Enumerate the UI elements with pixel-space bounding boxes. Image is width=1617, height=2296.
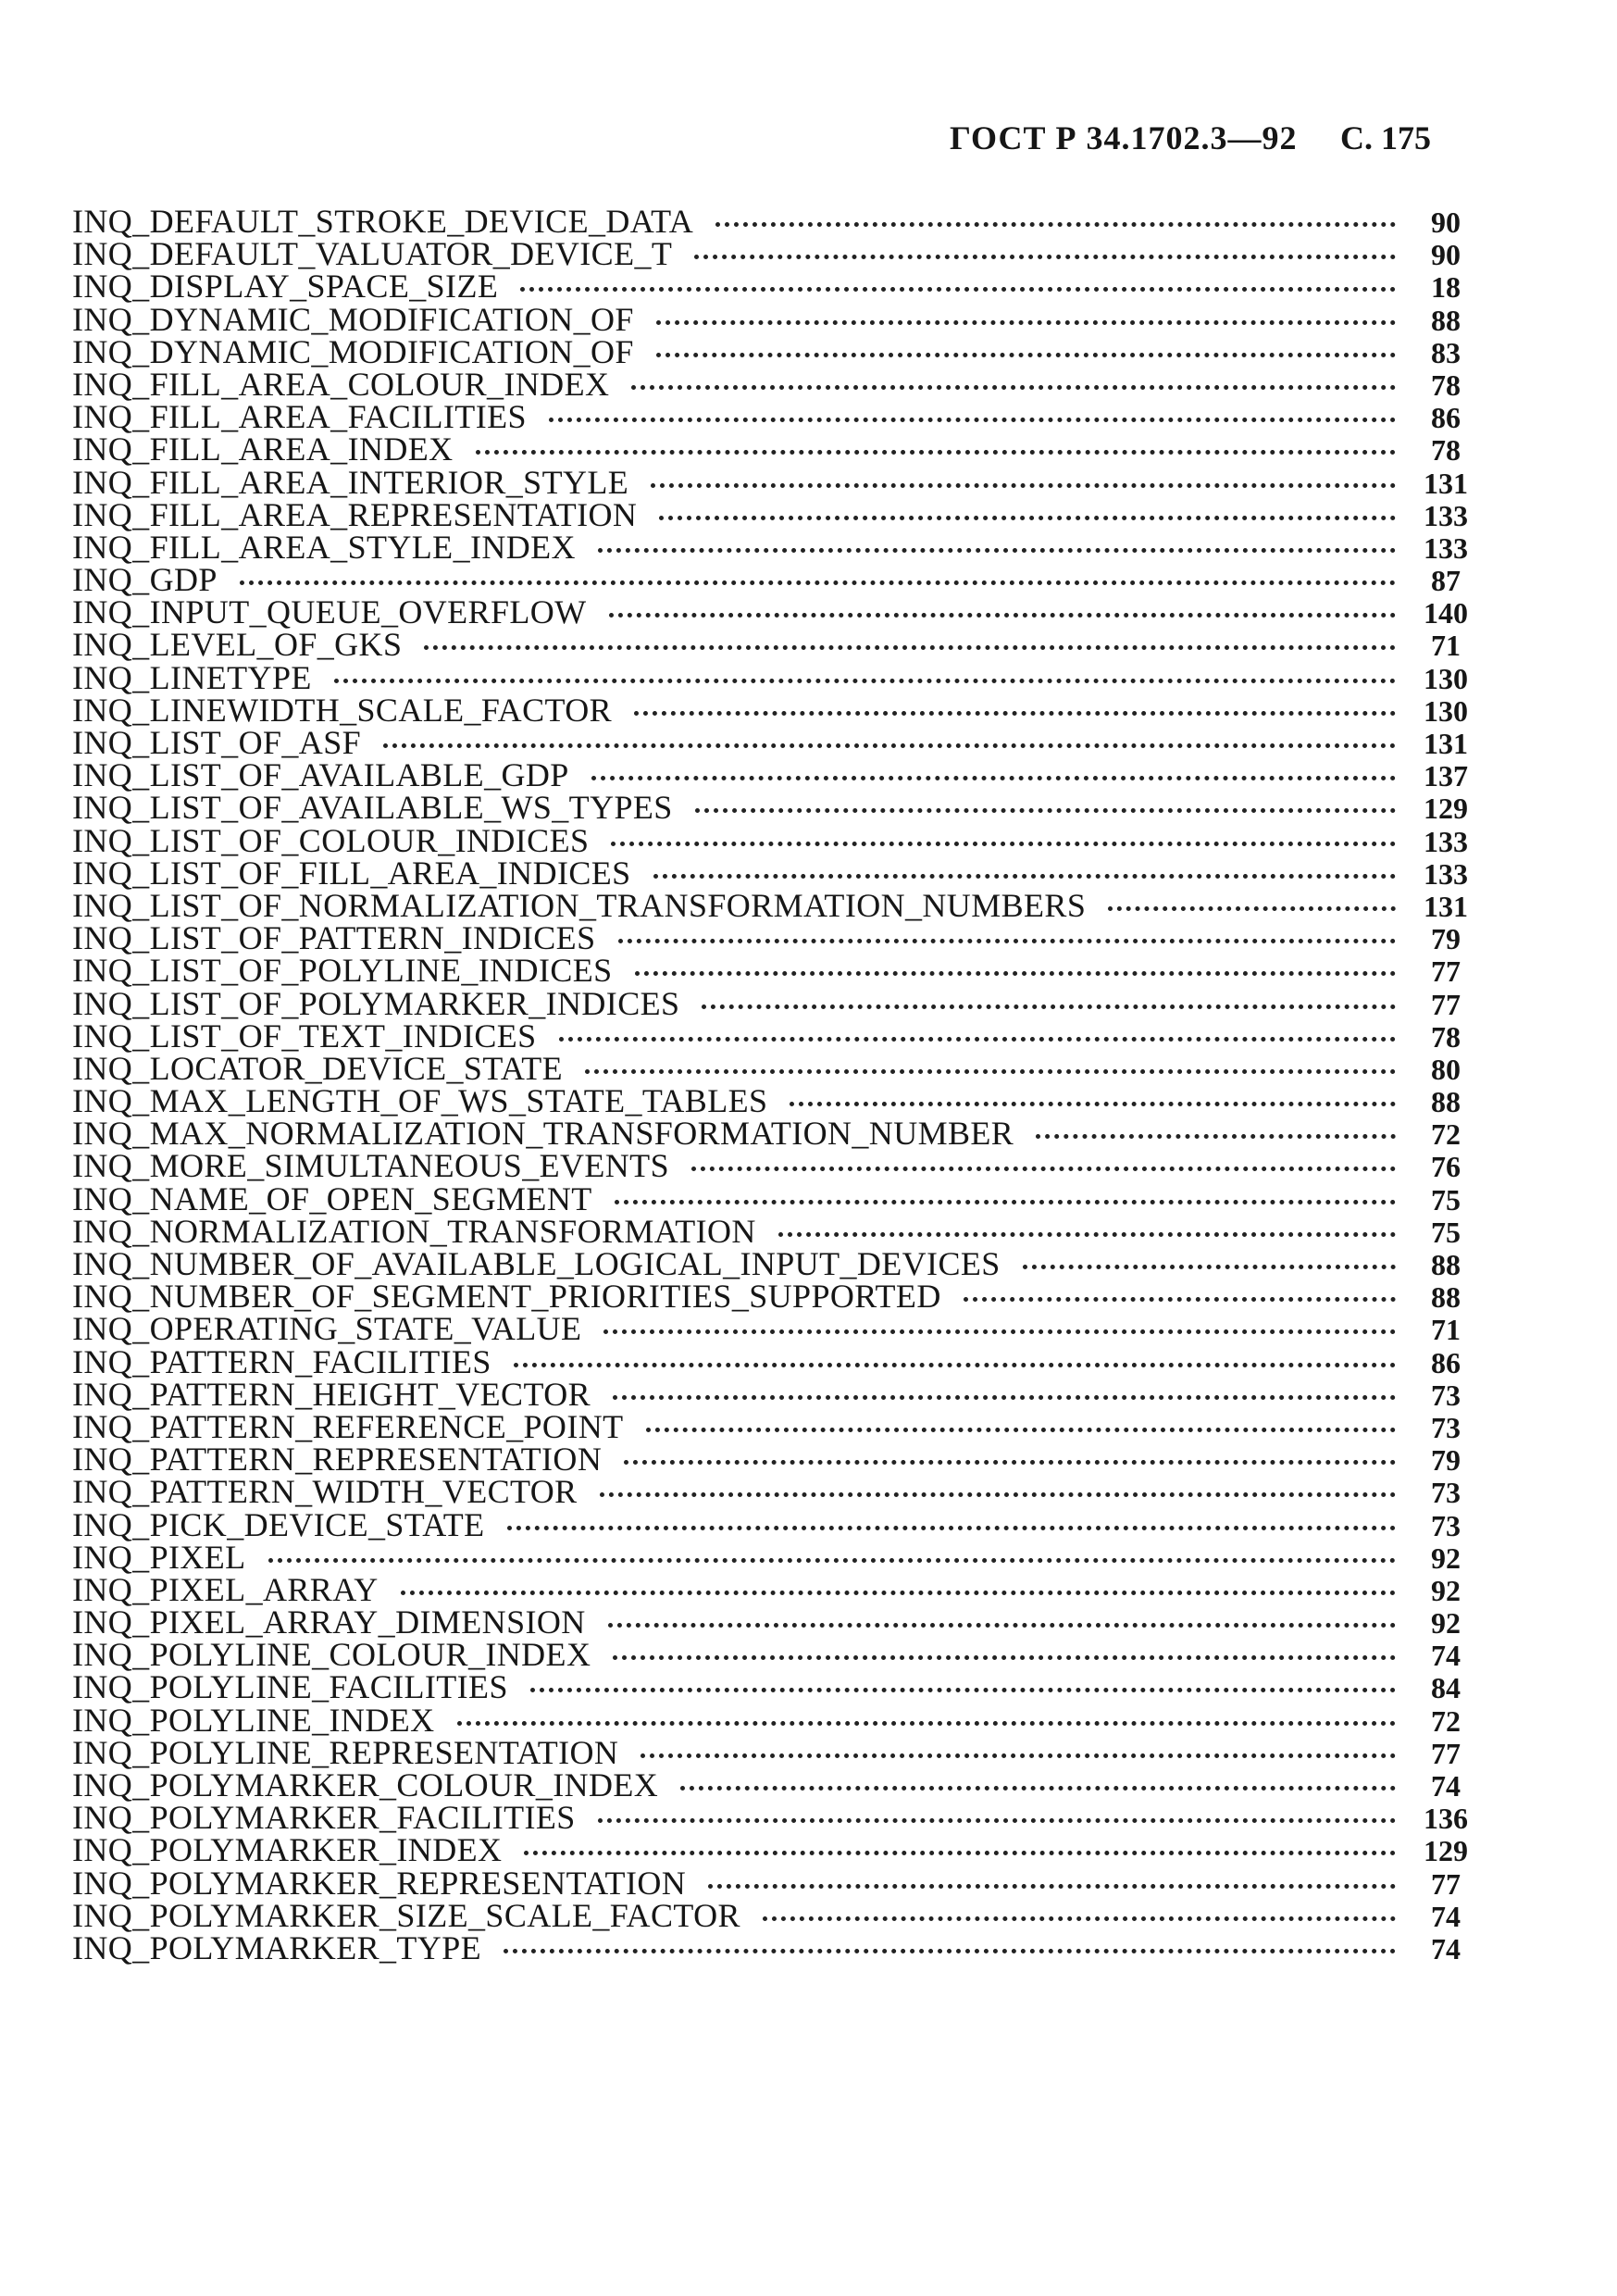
index-entry bbox=[72, 1799, 1479, 1837]
index-entry bbox=[72, 658, 1479, 696]
dot-leader bbox=[401, 1591, 1396, 1595]
dot-leader bbox=[656, 320, 1396, 325]
index-entry bbox=[72, 365, 1479, 403]
entry-page-number: 90 bbox=[1431, 238, 1461, 272]
entry-function-name: INQ_PIXEL_ARRAY_DIMENSION bbox=[72, 1603, 586, 1641]
entry-page-number: 131 bbox=[1424, 466, 1468, 500]
dot-leader bbox=[549, 418, 1396, 422]
index-entry bbox=[72, 1668, 1479, 1706]
page-header bbox=[0, 119, 1617, 174]
dot-leader bbox=[618, 939, 1397, 943]
index-entry bbox=[72, 1636, 1479, 1674]
index-entry bbox=[72, 1407, 1479, 1445]
entry-function-name: INQ_MORE_SIMULTANEOUS_EVENTS bbox=[72, 1147, 669, 1185]
dot-leader bbox=[763, 1916, 1396, 1921]
entry-page-number: 88 bbox=[1431, 1280, 1461, 1315]
entry-page-number: 130 bbox=[1424, 693, 1468, 728]
index-entry bbox=[72, 886, 1479, 924]
entry-function-name: INQ_GDP bbox=[72, 561, 218, 599]
entry-page-number: 86 bbox=[1431, 401, 1461, 435]
dot-leader bbox=[424, 645, 1396, 650]
entry-function-name: INQ_FILL_AREA_INTERIOR_STYLE bbox=[72, 463, 629, 501]
dot-leader bbox=[514, 1363, 1396, 1367]
entry-function-name: INQ_DEFAULT_VALUATOR_DEVICE_T bbox=[72, 235, 673, 273]
dot-leader bbox=[268, 1558, 1396, 1563]
dot-leader bbox=[790, 1102, 1396, 1106]
dot-leader bbox=[383, 743, 1396, 748]
dot-leader bbox=[609, 613, 1396, 618]
entry-function-name: INQ_OPERATING_STATE_VALUE bbox=[72, 1310, 582, 1348]
index-entry bbox=[72, 854, 1479, 892]
dot-leader bbox=[240, 580, 1396, 585]
function-index-list bbox=[72, 203, 1479, 1966]
entry-page-number: 80 bbox=[1431, 1052, 1461, 1086]
entry-function-name: INQ_NUMBER_OF_AVAILABLE_LOGICAL_INPUT_DEVICES bbox=[72, 1245, 1001, 1282]
entry-function-name: INQ_LIST_OF_NORMALIZATION_TRANSFORMATION_NUMBERS bbox=[72, 886, 1087, 924]
index-entry bbox=[72, 1864, 1479, 1902]
entry-function-name: INQ_LINETYPE bbox=[72, 658, 312, 696]
index-entry bbox=[72, 235, 1479, 273]
index-entry bbox=[72, 1928, 1479, 1966]
dot-leader bbox=[680, 1786, 1396, 1791]
dot-leader bbox=[1036, 1134, 1396, 1139]
index-entry bbox=[72, 1701, 1479, 1739]
index-entry bbox=[72, 1212, 1479, 1250]
index-entry bbox=[72, 1342, 1479, 1380]
entry-function-name: INQ_POLYMARKER_INDEX bbox=[72, 1831, 503, 1869]
index-entry bbox=[72, 1278, 1479, 1316]
entry-function-name: INQ_MAX_LENGTH_OF_WS_STATE_TABLES bbox=[72, 1082, 768, 1120]
index-entry bbox=[72, 1245, 1479, 1282]
entry-page-number: 86 bbox=[1431, 1345, 1461, 1379]
index-entry bbox=[72, 1017, 1479, 1054]
index-entry bbox=[72, 300, 1479, 338]
index-entry bbox=[72, 1896, 1479, 1934]
dot-leader bbox=[591, 776, 1396, 780]
entry-page-number: 78 bbox=[1431, 433, 1461, 468]
entry-page-number: 74 bbox=[1431, 1769, 1461, 1803]
entry-function-name: INQ_LINEWIDTH_SCALE_FACTOR bbox=[72, 691, 613, 729]
entry-function-name: INQ_NORMALIZATION_TRANSFORMATION bbox=[72, 1212, 756, 1250]
entry-page-number: 133 bbox=[1424, 498, 1468, 532]
entry-page-number: 131 bbox=[1424, 889, 1468, 923]
index-entry bbox=[72, 984, 1479, 1022]
entry-function-name: INQ_LIST_OF_PATTERN_INDICES bbox=[72, 919, 596, 957]
dot-leader bbox=[964, 1297, 1396, 1302]
entry-page-number: 88 bbox=[1431, 1248, 1461, 1281]
index-entry bbox=[72, 1766, 1479, 1803]
dot-leader bbox=[615, 1200, 1396, 1204]
entry-function-name: INQ_FILL_AREA_INDEX bbox=[72, 430, 454, 468]
entry-function-name: INQ_PATTERN_REFERENCE_POINT bbox=[72, 1407, 624, 1445]
entry-function-name: INQ_LOCATOR_DEVICE_STATE bbox=[72, 1049, 564, 1087]
index-entry bbox=[72, 1603, 1479, 1641]
entry-page-number: 129 bbox=[1424, 792, 1468, 826]
entry-page-number: 77 bbox=[1431, 1736, 1461, 1770]
index-entry bbox=[72, 1179, 1479, 1217]
entry-function-name: INQ_LIST_OF_AVAILABLE_WS_TYPES bbox=[72, 789, 673, 827]
index-entry bbox=[72, 495, 1479, 533]
dot-leader bbox=[504, 1949, 1396, 1953]
entry-page-number: 136 bbox=[1424, 1802, 1468, 1836]
entry-function-name: INQ_LIST_OF_ASF bbox=[72, 724, 362, 761]
entry-function-name: INQ_LIST_OF_POLYLINE_INDICES bbox=[72, 952, 613, 990]
entry-page-number: 130 bbox=[1424, 661, 1468, 695]
entry-function-name: INQ_POLYLINE_INDEX bbox=[72, 1701, 435, 1739]
entry-page-number: 75 bbox=[1431, 1182, 1461, 1217]
entry-page-number: 129 bbox=[1424, 1834, 1468, 1868]
entry-page-number: 92 bbox=[1431, 1573, 1461, 1607]
entry-function-name: INQ_LIST_OF_POLYMARKER_INDICES bbox=[72, 984, 680, 1022]
entry-function-name: INQ_LIST_OF_AVAILABLE_GDP bbox=[72, 756, 569, 794]
entry-page-number: 133 bbox=[1424, 856, 1468, 891]
entry-function-name: INQ_FILL_AREA_FACILITIES bbox=[72, 398, 527, 436]
dot-leader bbox=[598, 548, 1396, 553]
dot-leader bbox=[598, 1818, 1396, 1823]
entry-page-number: 92 bbox=[1431, 1606, 1461, 1641]
dot-leader bbox=[635, 971, 1396, 976]
entry-page-number: 78 bbox=[1431, 368, 1461, 402]
index-entry bbox=[72, 332, 1479, 370]
index-entry bbox=[72, 1115, 1479, 1153]
entry-function-name: INQ_POLYLINE_FACILITIES bbox=[72, 1668, 508, 1706]
entry-function-name: INQ_PIXEL_ARRAY bbox=[72, 1570, 379, 1608]
entry-page-number: 92 bbox=[1431, 1541, 1461, 1575]
entry-page-number: 88 bbox=[1431, 303, 1461, 337]
entry-function-name: INQ_LIST_OF_TEXT_INDICES bbox=[72, 1017, 537, 1054]
entry-page-number: 88 bbox=[1431, 1085, 1461, 1119]
index-entry bbox=[72, 1733, 1479, 1771]
entry-function-name: INQ_FILL_AREA_STYLE_INDEX bbox=[72, 528, 576, 566]
dot-leader bbox=[653, 874, 1396, 879]
dot-leader bbox=[702, 1004, 1396, 1009]
index-entry bbox=[72, 463, 1479, 501]
dot-leader bbox=[651, 483, 1396, 488]
entry-page-number: 84 bbox=[1431, 1671, 1461, 1705]
entry-page-number: 73 bbox=[1431, 1508, 1461, 1542]
index-entry bbox=[72, 1375, 1479, 1413]
dot-leader bbox=[641, 1753, 1396, 1758]
entry-page-number: 133 bbox=[1424, 824, 1468, 858]
index-entry bbox=[72, 1473, 1479, 1511]
entry-page-number: 71 bbox=[1431, 1313, 1461, 1347]
index-entry bbox=[72, 1147, 1479, 1185]
entry-function-name: INQ_POLYLINE_COLOUR_INDEX bbox=[72, 1636, 591, 1674]
entry-page-number: 73 bbox=[1431, 1378, 1461, 1412]
dot-leader bbox=[691, 1167, 1396, 1171]
dot-leader bbox=[778, 1232, 1396, 1237]
dot-leader bbox=[708, 1884, 1396, 1889]
index-entry bbox=[72, 1049, 1479, 1087]
entry-page-number: 77 bbox=[1431, 987, 1461, 1021]
entry-function-name: INQ_POLYMARKER_COLOUR_INDEX bbox=[72, 1766, 659, 1803]
index-entry bbox=[72, 1538, 1479, 1576]
entry-page-number: 87 bbox=[1431, 564, 1461, 598]
entry-page-number: 133 bbox=[1424, 530, 1468, 565]
index-entry bbox=[72, 952, 1479, 990]
entry-function-name: INQ_INPUT_QUEUE_OVERFLOW bbox=[72, 593, 587, 631]
entry-page-number: 75 bbox=[1431, 1215, 1461, 1249]
entry-function-name: INQ_NAME_OF_OPEN_SEGMENT bbox=[72, 1179, 592, 1217]
index-entry bbox=[72, 268, 1479, 306]
entry-page-number: 77 bbox=[1431, 1866, 1461, 1901]
entry-function-name: INQ_DEFAULT_STROKE_DEVICE_DATA bbox=[72, 203, 694, 240]
entry-page-number: 18 bbox=[1431, 270, 1461, 305]
entry-function-name: INQ_POLYMARKER_TYPE bbox=[72, 1928, 482, 1966]
dot-leader bbox=[585, 1069, 1396, 1074]
dot-leader bbox=[530, 1688, 1396, 1692]
entry-page-number: 74 bbox=[1431, 1639, 1461, 1673]
dot-leader bbox=[694, 255, 1396, 259]
dot-leader bbox=[476, 450, 1396, 455]
entry-function-name: INQ_DYNAMIC_MODIFICATION_OF bbox=[72, 300, 634, 338]
entry-page-number: 83 bbox=[1431, 335, 1461, 369]
index-entry bbox=[72, 821, 1479, 859]
dot-leader bbox=[520, 287, 1396, 292]
dot-leader bbox=[695, 808, 1396, 813]
index-entry bbox=[72, 430, 1479, 468]
entry-function-name: INQ_PATTERN_REPRESENTATION bbox=[72, 1441, 603, 1479]
dot-leader bbox=[613, 1395, 1396, 1400]
index-entry bbox=[72, 1570, 1479, 1608]
index-entry bbox=[72, 1310, 1479, 1348]
index-entry bbox=[72, 203, 1479, 240]
entry-function-name: INQ_MAX_NORMALIZATION_TRANSFORMATION_NUMBER bbox=[72, 1115, 1014, 1153]
entry-function-name: INQ_NUMBER_OF_SEGMENT_PRIORITIES_SUPPORTED bbox=[72, 1278, 941, 1316]
dot-leader bbox=[1108, 906, 1396, 911]
dot-leader bbox=[507, 1526, 1397, 1530]
index-entry bbox=[72, 398, 1479, 436]
entry-page-number: 79 bbox=[1431, 922, 1461, 956]
entry-function-name: INQ_PATTERN_FACILITIES bbox=[72, 1342, 491, 1380]
index-entry bbox=[72, 561, 1479, 599]
index-entry bbox=[72, 1082, 1479, 1120]
entry-page-number: 72 bbox=[1431, 1117, 1461, 1152]
dot-leader bbox=[646, 1428, 1396, 1432]
index-entry bbox=[72, 789, 1479, 827]
dot-leader bbox=[334, 679, 1396, 683]
index-entry bbox=[72, 756, 1479, 794]
entry-function-name: INQ_LEVEL_OF_GKS bbox=[72, 626, 403, 664]
entry-function-name: INQ_FILL_AREA_REPRESENTATION bbox=[72, 495, 638, 533]
dot-leader bbox=[457, 1721, 1396, 1726]
dot-leader bbox=[611, 842, 1396, 846]
entry-function-name: INQ_PATTERN_HEIGHT_VECTOR bbox=[72, 1375, 591, 1413]
entry-page-number: 71 bbox=[1431, 629, 1461, 663]
entry-function-name: INQ_DISPLAY_SPACE_SIZE bbox=[72, 268, 499, 306]
index-entry bbox=[72, 528, 1479, 566]
dot-leader bbox=[608, 1623, 1396, 1628]
dot-leader bbox=[524, 1851, 1396, 1855]
entry-page-number: 140 bbox=[1424, 596, 1468, 630]
entry-page-number: 78 bbox=[1431, 1019, 1461, 1054]
dot-leader bbox=[631, 385, 1396, 390]
entry-function-name: INQ_POLYMARKER_REPRESENTATION bbox=[72, 1864, 687, 1902]
index-entry bbox=[72, 626, 1479, 664]
entry-function-name: INQ_POLYMARKER_SIZE_SCALE_FACTOR bbox=[72, 1896, 740, 1934]
index-entry bbox=[72, 593, 1479, 631]
entry-function-name: INQ_LIST_OF_FILL_AREA_INDICES bbox=[72, 854, 631, 892]
index-entry bbox=[72, 1831, 1479, 1869]
dot-leader bbox=[559, 1037, 1396, 1042]
entry-function-name: INQ_POLYLINE_REPRESENTATION bbox=[72, 1733, 619, 1771]
index-entry bbox=[72, 919, 1479, 957]
entry-function-name: INQ_PICK_DEVICE_STATE bbox=[72, 1505, 485, 1543]
dot-leader bbox=[603, 1329, 1396, 1334]
entry-page-number: 137 bbox=[1424, 759, 1468, 793]
index-entry bbox=[72, 724, 1479, 761]
entry-page-number: 73 bbox=[1431, 1410, 1461, 1444]
entry-function-name: INQ_LIST_OF_COLOUR_INDICES bbox=[72, 821, 590, 859]
page-number: С. 175 bbox=[1340, 119, 1431, 156]
standard-designation: ГОСТ Р 34.1702.3—92 bbox=[950, 119, 1298, 156]
entry-function-name: INQ_DYNAMIC_MODIFICATION_OF bbox=[72, 332, 634, 370]
index-entry bbox=[72, 691, 1479, 729]
dot-leader bbox=[656, 353, 1396, 357]
dot-leader bbox=[634, 711, 1396, 716]
entry-page-number: 74 bbox=[1431, 1899, 1461, 1933]
entry-page-number: 73 bbox=[1431, 1476, 1461, 1510]
dot-leader bbox=[659, 516, 1396, 520]
entry-page-number: 74 bbox=[1431, 1931, 1461, 1965]
entry-function-name: INQ_FILL_AREA_COLOUR_INDEX bbox=[72, 365, 610, 403]
entry-page-number: 131 bbox=[1424, 727, 1468, 760]
index-entry bbox=[72, 1505, 1479, 1543]
index-entry bbox=[72, 1441, 1479, 1479]
entry-page-number: 72 bbox=[1431, 1703, 1461, 1738]
entry-page-number: 76 bbox=[1431, 1150, 1461, 1184]
dot-leader bbox=[1023, 1265, 1396, 1269]
entry-function-name: INQ_PATTERN_WIDTH_VECTOR bbox=[72, 1473, 578, 1511]
dot-leader bbox=[613, 1655, 1396, 1660]
entry-page-number: 90 bbox=[1431, 206, 1461, 239]
entry-function-name: INQ_PIXEL bbox=[72, 1538, 246, 1576]
dot-leader bbox=[715, 222, 1396, 227]
dot-leader bbox=[600, 1492, 1396, 1497]
dot-leader bbox=[624, 1460, 1396, 1465]
entry-function-name: INQ_POLYMARKER_FACILITIES bbox=[72, 1799, 576, 1837]
entry-page-number: 79 bbox=[1431, 1443, 1461, 1478]
entry-page-number: 77 bbox=[1431, 955, 1461, 989]
